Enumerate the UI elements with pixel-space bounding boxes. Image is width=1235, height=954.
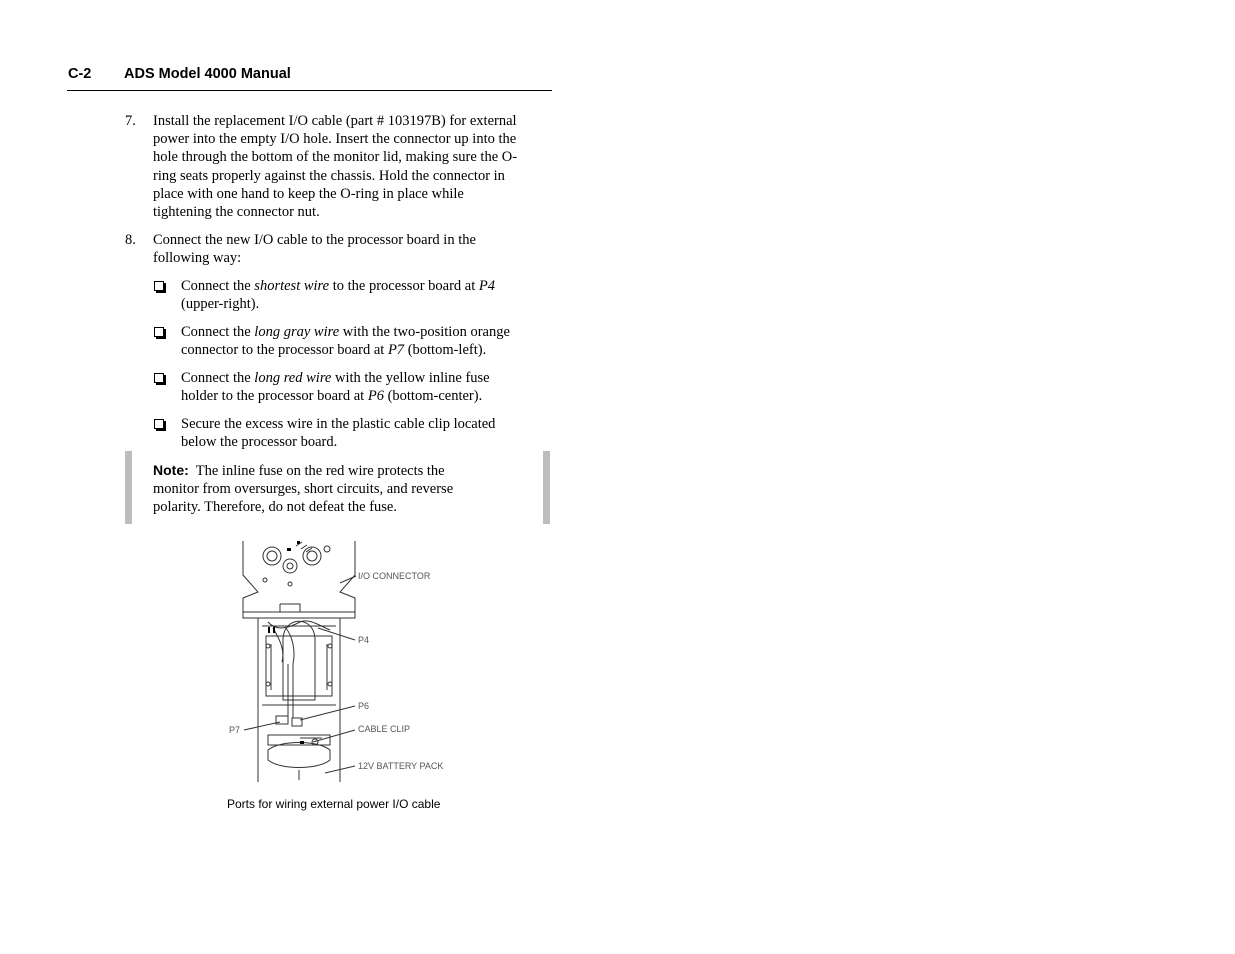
step-7-line: place with one hand to keep the O-ring in place while	[153, 185, 464, 202]
bullet-text: Connect the	[181, 370, 255, 386]
label-p7: P7	[229, 725, 241, 735]
figure-caption: Ports for wiring external power I/O cable	[227, 797, 441, 811]
note-text: monitor from oversurges, short circuits, and reverse	[153, 481, 454, 498]
emphasis: shortest wire	[254, 278, 330, 294]
step-7-line: hole through the bottom of the monitor lid, making sure the O-	[153, 149, 518, 166]
label-io-connector: I/O CONNECTOR	[358, 571, 431, 581]
bullet-text: to the processor board at	[329, 278, 479, 294]
bullet-text: holder to the processor board at	[181, 388, 368, 405]
step-8-number: 8.	[125, 232, 136, 248]
bullet-text: (bottom-center).	[383, 388, 483, 405]
step-7-line: ring seats properly against the chassis. Hold the connector in	[153, 167, 505, 184]
label-battery-pack: 12V BATTERY PACK	[358, 761, 444, 771]
step-7-line: Install the replacement I/O cable (part # 103197B) for external	[153, 113, 517, 129]
bullet-text: Connect the	[181, 324, 255, 340]
manual-title: ADS Model 4000 Manual	[124, 66, 291, 82]
label-p4: P4	[358, 635, 370, 645]
bullet-text: (upper-right).	[181, 296, 260, 313]
step-7-line: power into the empty I/O hole. Insert the connector up into the	[153, 131, 517, 148]
note-label: Note:	[153, 462, 189, 478]
emphasis: long gray wire	[254, 324, 340, 340]
emphasis: P7	[387, 342, 405, 359]
step-8-line: Connect the new I/O cable to the processor board in the	[153, 232, 476, 248]
page-number: C-2	[68, 66, 92, 82]
bullet-text: Secure the excess wire in the plastic cable clip located	[181, 416, 496, 432]
step-8-line: following way:	[153, 250, 242, 267]
label-cable-clip: CABLE CLIP	[358, 724, 411, 734]
emphasis: long red wire	[254, 370, 332, 386]
emphasis: P4	[478, 278, 495, 294]
bullet-text: with the two-position orange	[339, 324, 510, 340]
label-p6: P6	[358, 701, 370, 711]
bullet-text: with the yellow inline fuse	[331, 370, 490, 386]
note-text: The inline fuse on the red wire protects the	[188, 463, 445, 479]
emphasis: P6	[367, 388, 384, 405]
note-text: polarity. Therefore, do not defeat the fuse.	[153, 499, 397, 516]
bullet-text: Connect the	[181, 278, 255, 294]
bullet-text: connector to the processor board at	[181, 342, 388, 359]
step-7-line: tightening the connector nut.	[153, 204, 320, 221]
bullet-text: (bottom-left).	[404, 342, 487, 359]
bullet-text: below the processor board.	[181, 434, 338, 451]
step-7-number: 7.	[125, 113, 136, 129]
